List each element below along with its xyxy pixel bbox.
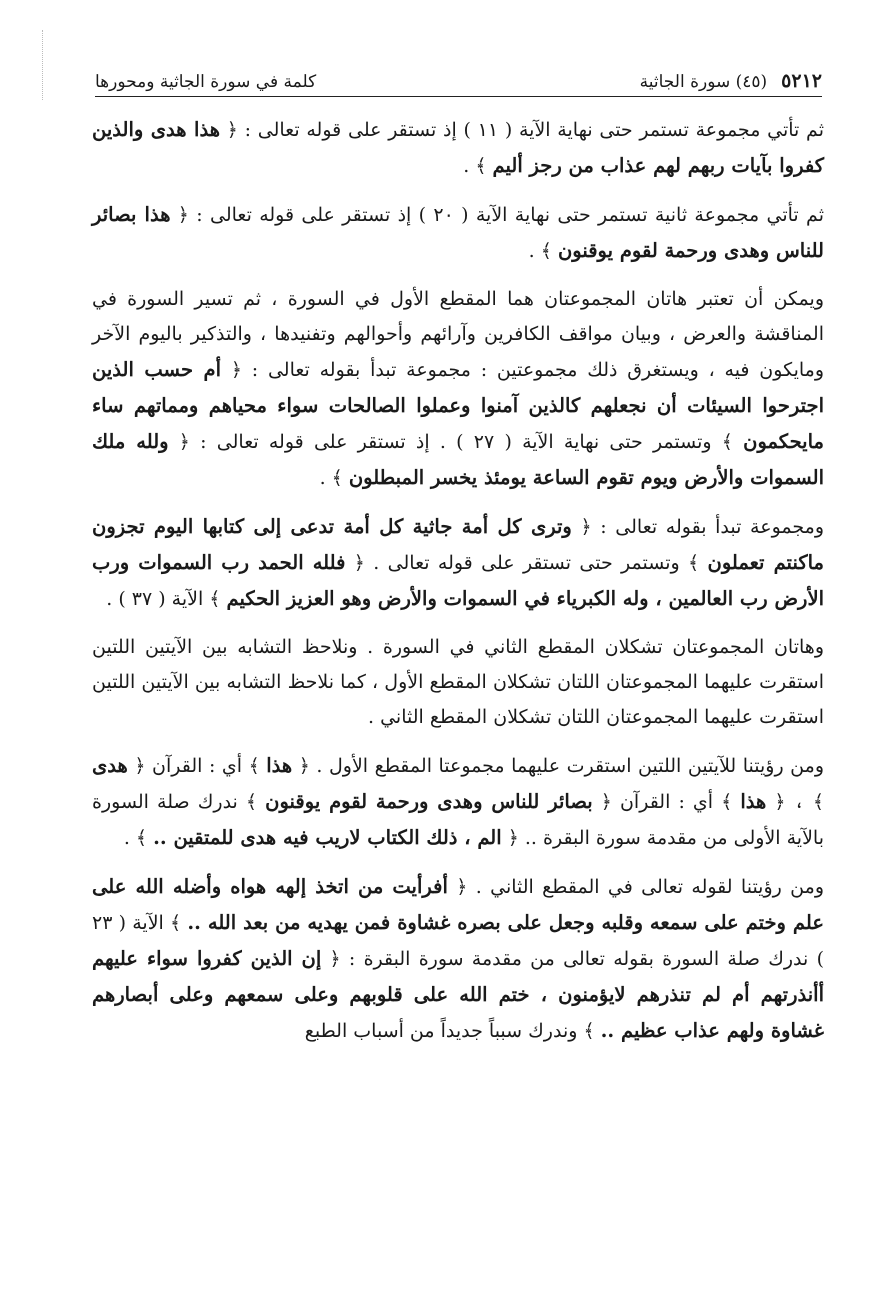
body-text: ومن رؤيتنا لقوله تعالى في المقطع الثاني . ﴿ [447,876,824,898]
page-header [95,54,822,97]
quran-verse-text: ولله ملك السموات والأرض ويوم تقوم الساعة يومئذ يخسر المبطلون [92,430,824,489]
body-text: ﴾ الآية ( ٣٧ ) . [106,588,227,610]
body-text: ﴾ الآية ( ٢٣ ) ندرك صلة السورة بقوله تعالى من مقدمة سورة البقرة : ﴿ [92,912,824,970]
quran-verse-text: هدى [92,754,128,777]
body-text: ويمكن أن تعتبر هاتان المجموعتان هما المقطع الأول في السورة ، ثم تسير السورة في المناقشة والعرض ، وبيان مواقف الكافرين وآرائهم وأحوالهم وتفنيدها ، والتذكير باليوم الآخر ومايكون فيه ، ويستغرق ذلك مجموعتين : مجموعة تبدأ بقوله تعالى : ﴿ [92,288,824,381]
paragraph [92,868,824,1049]
body-text: ﴾ . [528,240,558,262]
quran-verse-text: هذا هدى والذين كفروا بآيات ربهم لهم عذاب من رجز أليم [92,118,824,177]
quran-verse-text: هذا بصائر للناس وهدى ورحمة لقوم يوقنون [92,203,824,262]
body-text: ﴾ وتستمر حتى تستقر على قوله تعالى . ﴿ [345,552,708,574]
paragraph [92,281,824,496]
body-text: وهاتان المجموعتان تشكلان المقطع الثاني في السورة . ونلاحظ التشابه بين الآيتين اللتين استقرت عليهما المجموعتان اللتان تشكلان المقطع الأول ، كما نلاحظ التشابه بين الآيتين اللتين استقرت عليهما المجموعتان اللتان تشكلان المقطع الثاني . [92,636,824,728]
body-text: ﴾ . [319,467,349,489]
quran-verse-text: أفرأيت من اتخذ إلهه هواه وأضله الله على علم وختم على سمعه وقلبه وجعل على بصره غشاوة فمن يهديه من بعد الله .. [92,875,824,934]
body-text: ﴾ وتستمر حتى نهاية الآية ( ٢٧ ) . إذ تستقر على قوله تعالى : ﴿ [168,431,744,453]
body-text: ﴾ أي : القرآن ﴿ [127,755,267,777]
paragraph [92,508,824,617]
quran-verse-text: أم حسب الذين اجترحوا السيئات أن نجعلهم كالذين آمنوا وعملوا الصالحات سواء محياهم ومماتهم ساء مايحكمون [92,358,824,453]
body-text: ومن رؤيتنا للآيتين اللتين استقرت عليهما مجموعتا المقطع الأول . ﴿ [292,755,824,777]
paragraph [92,196,824,269]
body-text: ﴾ ، ﴿ [766,791,824,813]
chapter-title: كلمة في سورة الجاثية ومحورها [95,72,317,92]
body-text: ﴾ ندرك صلة السورة بالآية الأولى من مقدمة سورة البقرة .. ﴿ [92,791,824,849]
header-right [640,70,822,92]
body-text: ﴾ وندرك سبباً جديداً من أسباب الطبع [304,1020,601,1042]
paragraph [92,112,824,184]
paragraph [92,747,824,856]
surah-reference: (٤٥) سورة الجاثية [639,72,768,92]
body-text: ﴾ . [463,155,493,177]
body-text: ثم تأتي مجموعة تستمر حتى نهاية الآية ( ١١ ) إذ تستقر على قوله تعالى : ﴿ [220,119,824,141]
quran-verse-text: هذا [740,790,767,813]
body-text: ﴾ . [123,827,154,849]
body-text: ومجموعة تبدأ بقوله تعالى : ﴿ [571,516,824,538]
quran-verse-text: فلله الحمد رب السموات ورب الأرض رب العالمين ، وله الكبرياء في السموات والأرض وهو العزيز الحكيم [92,551,824,610]
paragraph [92,629,824,735]
quran-verse-text: الم ، ذلك الكتاب لاريب فيه هدى للمتقين .. [153,826,502,849]
body-text: ﴾ أي : القرآن ﴿ [592,791,741,813]
quran-verse-text: إن الذين كفروا سواء عليهم أأنذرتهم أم لم تنذرهم لايؤمنون ، ختم الله على قلوبهم وعلى سمعهم وعلى أبصارهم غشاوة ولهم عذاب عظيم .. [92,947,824,1042]
page-number: ٥٢١٢ [781,70,822,92]
quran-verse-text: هذا [266,754,293,777]
body-text: ثم تأتي مجموعة ثانية تستمر حتى نهاية الآية ( ٢٠ ) إذ تستقر على قوله تعالى : ﴿ [170,204,824,226]
page-body [92,112,824,1061]
quran-verse-text: وترى كل أمة جاثية كل أمة تدعى إلى كتابها اليوم تجزون ماكنتم تعملون [92,515,824,574]
margin-dotted-line [42,30,43,100]
quran-verse-text: بصائر للناس وهدى ورحمة لقوم يوقنون [265,790,593,813]
